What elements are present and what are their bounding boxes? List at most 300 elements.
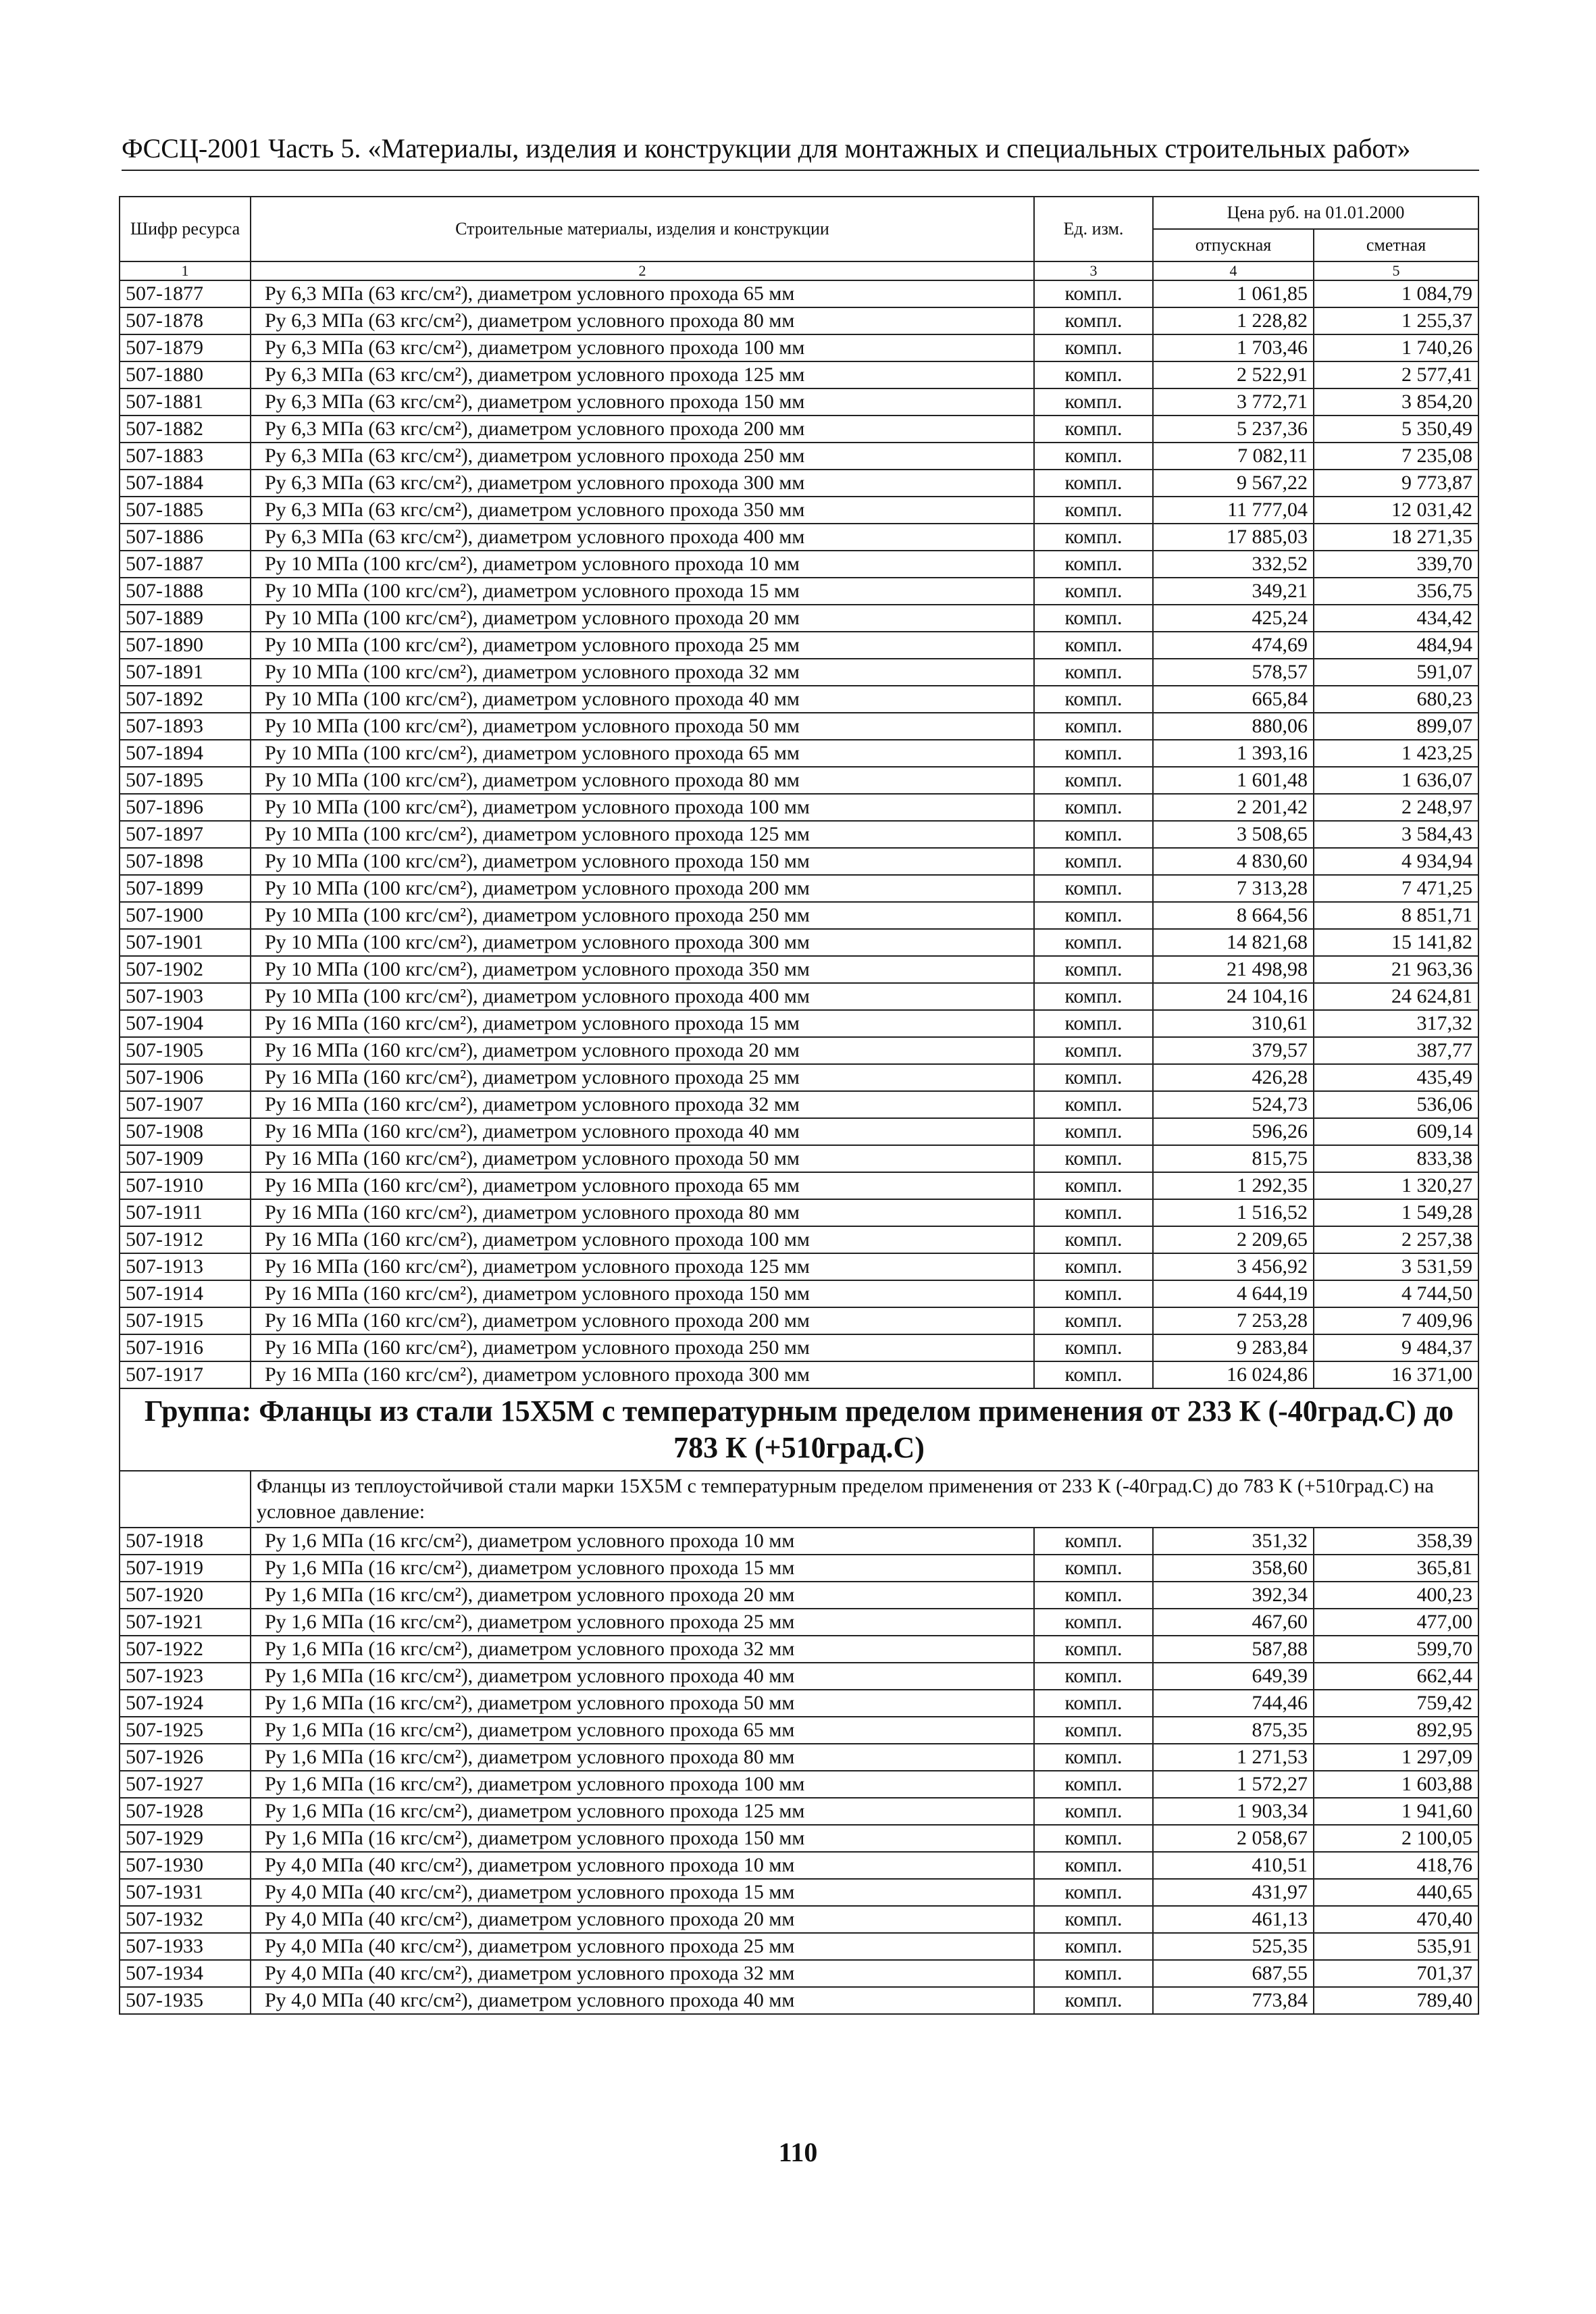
unit-of-measure: компл. — [1034, 1226, 1153, 1253]
resource-code: 507-1895 — [120, 767, 251, 794]
material-name: Ру 16 МПа (160 кгс/см²), диаметром условного прохода 300 мм — [251, 1361, 1034, 1388]
release-price: 744,46 — [1153, 1690, 1314, 1717]
resource-code: 507-1925 — [120, 1717, 251, 1744]
resource-code: 507-1913 — [120, 1253, 251, 1280]
unit-of-measure: компл. — [1034, 1280, 1153, 1307]
table-row — [120, 902, 1478, 929]
release-price: 3 456,92 — [1153, 1253, 1314, 1280]
material-name: Ру 16 МПа (160 кгс/см²), диаметром условного прохода 25 мм — [251, 1064, 1034, 1091]
table-row — [120, 1307, 1478, 1334]
material-name: Ру 10 МПа (100 кгс/см²), диаметром условного прохода 150 мм — [251, 848, 1034, 875]
release-price: 17 885,03 — [1153, 524, 1314, 551]
resource-code: 507-1884 — [120, 470, 251, 497]
unit-of-measure: компл. — [1034, 1307, 1153, 1334]
unit-of-measure: компл. — [1034, 1528, 1153, 1555]
release-price: 426,28 — [1153, 1064, 1314, 1091]
unit-of-measure: компл. — [1034, 361, 1153, 388]
estimate-price: 18 271,35 — [1314, 524, 1478, 551]
material-name: Ру 10 МПа (100 кгс/см²), диаметром условного прохода 125 мм — [251, 821, 1034, 848]
resource-code: 507-1886 — [120, 524, 251, 551]
material-name: Ру 1,6 МПа (16 кгс/см²), диаметром условного прохода 50 мм — [251, 1690, 1034, 1717]
estimate-price: 7 409,96 — [1314, 1307, 1478, 1334]
release-price: 2 201,42 — [1153, 794, 1314, 821]
table-row — [120, 307, 1478, 334]
estimate-price: 4 744,50 — [1314, 1280, 1478, 1307]
resource-code: 507-1882 — [120, 416, 251, 443]
material-name: Ру 10 МПа (100 кгс/см²), диаметром условного прохода 250 мм — [251, 902, 1034, 929]
estimate-price: 15 141,82 — [1314, 929, 1478, 956]
estimate-price: 21 963,36 — [1314, 956, 1478, 983]
resource-code: 507-1890 — [120, 632, 251, 659]
table-row — [120, 361, 1478, 388]
table-row — [120, 875, 1478, 902]
resource-code: 507-1916 — [120, 1334, 251, 1361]
estimate-price: 1 549,28 — [1314, 1199, 1478, 1226]
unit-of-measure: компл. — [1034, 659, 1153, 686]
material-name: Ру 16 МПа (160 кгс/см²), диаметром условного прохода 250 мм — [251, 1334, 1034, 1361]
material-name: Ру 6,3 МПа (63 кгс/см²), диаметром условного прохода 200 мм — [251, 416, 1034, 443]
table-row — [120, 848, 1478, 875]
unit-of-measure: компл. — [1034, 497, 1153, 524]
resource-code: 507-1930 — [120, 1852, 251, 1879]
column-number: 5 — [1314, 261, 1478, 280]
unit-of-measure: компл. — [1034, 794, 1153, 821]
material-name: Ру 1,6 МПа (16 кгс/см²), диаметром условного прохода 150 мм — [251, 1825, 1034, 1852]
material-name: Ру 1,6 МПа (16 кгс/см²), диаметром условного прохода 80 мм — [251, 1744, 1034, 1771]
material-name: Ру 10 МПа (100 кгс/см²), диаметром условного прохода 50 мм — [251, 713, 1034, 740]
estimate-price: 9 773,87 — [1314, 470, 1478, 497]
material-name: Ру 6,3 МПа (63 кгс/см²), диаметром условного прохода 150 мм — [251, 388, 1034, 416]
table-row — [120, 416, 1478, 443]
resource-code: 507-1909 — [120, 1145, 251, 1172]
material-name: Ру 1,6 МПа (16 кгс/см²), диаметром условного прохода 20 мм — [251, 1582, 1034, 1609]
release-price: 410,51 — [1153, 1852, 1314, 1879]
unit-of-measure: компл. — [1034, 1582, 1153, 1609]
column-number: 4 — [1153, 261, 1314, 280]
estimate-price: 899,07 — [1314, 713, 1478, 740]
estimate-price: 435,49 — [1314, 1064, 1478, 1091]
release-price: 1 061,85 — [1153, 280, 1314, 307]
material-name: Ру 16 МПа (160 кгс/см²), диаметром условного прохода 32 мм — [251, 1091, 1034, 1118]
material-name: Ру 16 МПа (160 кгс/см²), диаметром условного прохода 100 мм — [251, 1226, 1034, 1253]
material-name: Ру 10 МПа (100 кгс/см²), диаметром условного прохода 15 мм — [251, 578, 1034, 605]
estimate-price: 434,42 — [1314, 605, 1478, 632]
unit-of-measure: компл. — [1034, 1064, 1153, 1091]
unit-of-measure: компл. — [1034, 1555, 1153, 1582]
unit-of-measure: компл. — [1034, 578, 1153, 605]
release-price: 351,32 — [1153, 1528, 1314, 1555]
material-name: Ру 10 МПа (100 кгс/см²), диаметром условного прохода 350 мм — [251, 956, 1034, 983]
table-row — [120, 713, 1478, 740]
material-name: Ру 6,3 МПа (63 кгс/см²), диаметром условного прохода 300 мм — [251, 470, 1034, 497]
release-price: 578,57 — [1153, 659, 1314, 686]
unit-of-measure: компл. — [1034, 1798, 1153, 1825]
table-header-row — [120, 197, 1478, 229]
resource-code: 507-1888 — [120, 578, 251, 605]
unit-of-measure: компл. — [1034, 1253, 1153, 1280]
table-row — [120, 929, 1478, 956]
resource-code: 507-1904 — [120, 1010, 251, 1037]
material-name: Ру 1,6 МПа (16 кгс/см²), диаметром условного прохода 15 мм — [251, 1555, 1034, 1582]
release-price: 815,75 — [1153, 1145, 1314, 1172]
estimate-price: 1 084,79 — [1314, 280, 1478, 307]
resource-code: 507-1897 — [120, 821, 251, 848]
estimate-price: 477,00 — [1314, 1609, 1478, 1636]
release-price: 1 703,46 — [1153, 334, 1314, 361]
resource-code: 507-1923 — [120, 1663, 251, 1690]
header-code: Шифр ресурса — [120, 197, 251, 261]
unit-of-measure: компл. — [1034, 1010, 1153, 1037]
release-price: 8 664,56 — [1153, 902, 1314, 929]
release-price: 21 498,98 — [1153, 956, 1314, 983]
table-row — [120, 740, 1478, 767]
material-name: Ру 6,3 МПа (63 кгс/см²), диаметром условного прохода 65 мм — [251, 280, 1034, 307]
estimate-price: 599,70 — [1314, 1636, 1478, 1663]
unit-of-measure: компл. — [1034, 1663, 1153, 1690]
estimate-price: 892,95 — [1314, 1717, 1478, 1744]
table-row — [120, 280, 1478, 307]
resource-code: 507-1921 — [120, 1609, 251, 1636]
column-numbers-row — [120, 261, 1478, 280]
unit-of-measure: компл. — [1034, 551, 1153, 578]
unit-of-measure: компл. — [1034, 1960, 1153, 1987]
material-name: Ру 10 МПа (100 кгс/см²), диаметром условного прохода 200 мм — [251, 875, 1034, 902]
table-row — [120, 1172, 1478, 1199]
unit-of-measure: компл. — [1034, 632, 1153, 659]
release-price: 9 283,84 — [1153, 1334, 1314, 1361]
unit-of-measure: компл. — [1034, 1744, 1153, 1771]
table-row — [120, 388, 1478, 416]
release-price: 524,73 — [1153, 1091, 1314, 1118]
release-price: 358,60 — [1153, 1555, 1314, 1582]
estimate-price: 387,77 — [1314, 1037, 1478, 1064]
release-price: 3 508,65 — [1153, 821, 1314, 848]
release-price: 880,06 — [1153, 713, 1314, 740]
unit-of-measure: компл. — [1034, 1852, 1153, 1879]
header-name: Строительные материалы, изделия и конструкции — [251, 197, 1034, 261]
resource-code: 507-1893 — [120, 713, 251, 740]
table-row — [120, 1280, 1478, 1307]
table-row — [120, 767, 1478, 794]
estimate-price: 1 297,09 — [1314, 1744, 1478, 1771]
table-row — [120, 1361, 1478, 1388]
material-name: Ру 16 МПа (160 кгс/см²), диаметром условного прохода 80 мм — [251, 1199, 1034, 1226]
release-price: 7 313,28 — [1153, 875, 1314, 902]
material-name: Ру 1,6 МПа (16 кгс/см²), диаметром условного прохода 25 мм — [251, 1609, 1034, 1636]
resource-code: 507-1878 — [120, 307, 251, 334]
unit-of-measure: компл. — [1034, 524, 1153, 551]
table-row — [120, 1528, 1478, 1555]
material-name: Ру 10 МПа (100 кгс/см²), диаметром условного прохода 10 мм — [251, 551, 1034, 578]
resource-code: 507-1929 — [120, 1825, 251, 1852]
estimate-price: 833,38 — [1314, 1145, 1478, 1172]
estimate-price: 1 740,26 — [1314, 334, 1478, 361]
estimate-price: 535,91 — [1314, 1933, 1478, 1960]
resource-code: 507-1879 — [120, 334, 251, 361]
table-row — [120, 1555, 1478, 1582]
page-number: 110 — [778, 2137, 818, 2167]
table-row — [120, 1879, 1478, 1906]
empty-cell — [120, 1471, 251, 1528]
table-row — [120, 1064, 1478, 1091]
unit-of-measure: компл. — [1034, 605, 1153, 632]
table-row — [120, 686, 1478, 713]
unit-of-measure: компл. — [1034, 1717, 1153, 1744]
table-row — [120, 497, 1478, 524]
estimate-price: 1 603,88 — [1314, 1771, 1478, 1798]
estimate-price: 356,75 — [1314, 578, 1478, 605]
release-price: 1 572,27 — [1153, 1771, 1314, 1798]
estimate-price: 1 423,25 — [1314, 740, 1478, 767]
header-release: отпускная — [1153, 229, 1314, 261]
release-price: 474,69 — [1153, 632, 1314, 659]
unit-of-measure: компл. — [1034, 280, 1153, 307]
release-price: 3 772,71 — [1153, 388, 1314, 416]
unit-of-measure: компл. — [1034, 821, 1153, 848]
resource-code: 507-1883 — [120, 443, 251, 470]
release-price: 4 644,19 — [1153, 1280, 1314, 1307]
estimate-price: 8 851,71 — [1314, 902, 1478, 929]
unit-of-measure: компл. — [1034, 767, 1153, 794]
unit-of-measure: компл. — [1034, 1879, 1153, 1906]
material-name: Ру 10 МПа (100 кгс/см²), диаметром условного прохода 20 мм — [251, 605, 1034, 632]
estimate-price: 680,23 — [1314, 686, 1478, 713]
table-row — [120, 1091, 1478, 1118]
material-name: Ру 4,0 МПа (40 кгс/см²), диаметром условного прохода 20 мм — [251, 1906, 1034, 1933]
unit-of-measure: компл. — [1034, 1145, 1153, 1172]
unit-of-measure: компл. — [1034, 1334, 1153, 1361]
table-row — [120, 1771, 1478, 1798]
material-name: Ру 10 МПа (100 кгс/см²), диаметром условного прохода 300 мм — [251, 929, 1034, 956]
resource-code: 507-1907 — [120, 1091, 251, 1118]
estimate-price: 2 248,97 — [1314, 794, 1478, 821]
resource-code: 507-1928 — [120, 1798, 251, 1825]
material-name: Ру 1,6 МПа (16 кгс/см²), диаметром условного прохода 125 мм — [251, 1798, 1034, 1825]
table-row — [120, 578, 1478, 605]
resource-code: 507-1915 — [120, 1307, 251, 1334]
unit-of-measure: компл. — [1034, 470, 1153, 497]
unit-of-measure: компл. — [1034, 334, 1153, 361]
material-name: Ру 16 МПа (160 кгс/см²), диаметром условного прохода 150 мм — [251, 1280, 1034, 1307]
material-name: Ру 16 МПа (160 кгс/см²), диаметром условного прохода 65 мм — [251, 1172, 1034, 1199]
estimate-price: 358,39 — [1314, 1528, 1478, 1555]
unit-of-measure: компл. — [1034, 443, 1153, 470]
estimate-price: 2 100,05 — [1314, 1825, 1478, 1852]
estimate-price: 609,14 — [1314, 1118, 1478, 1145]
table-row — [120, 956, 1478, 983]
estimate-price: 7 471,25 — [1314, 875, 1478, 902]
estimate-price: 9 484,37 — [1314, 1334, 1478, 1361]
unit-of-measure: компл. — [1034, 1987, 1153, 2014]
release-price: 392,34 — [1153, 1582, 1314, 1609]
resource-code: 507-1920 — [120, 1582, 251, 1609]
resource-code: 507-1889 — [120, 605, 251, 632]
release-price: 649,39 — [1153, 1663, 1314, 1690]
estimate-price: 701,37 — [1314, 1960, 1478, 1987]
resource-code: 507-1891 — [120, 659, 251, 686]
resource-code: 507-1917 — [120, 1361, 251, 1388]
release-price: 467,60 — [1153, 1609, 1314, 1636]
release-price: 665,84 — [1153, 686, 1314, 713]
estimate-price: 1 320,27 — [1314, 1172, 1478, 1199]
estimate-price: 2 257,38 — [1314, 1226, 1478, 1253]
table-row — [120, 551, 1478, 578]
release-price: 431,97 — [1153, 1879, 1314, 1906]
estimate-price: 3 584,43 — [1314, 821, 1478, 848]
material-name: Ру 6,3 МПа (63 кгс/см²), диаметром условного прохода 400 мм — [251, 524, 1034, 551]
release-price: 525,35 — [1153, 1933, 1314, 1960]
unit-of-measure: компл. — [1034, 1906, 1153, 1933]
release-price: 332,52 — [1153, 551, 1314, 578]
table-row — [120, 1199, 1478, 1226]
release-price: 1 271,53 — [1153, 1744, 1314, 1771]
resource-code: 507-1910 — [120, 1172, 251, 1199]
resource-code: 507-1903 — [120, 983, 251, 1010]
table-row — [120, 1690, 1478, 1717]
estimate-price: 591,07 — [1314, 659, 1478, 686]
table-row — [120, 470, 1478, 497]
unit-of-measure: компл. — [1034, 902, 1153, 929]
resource-code: 507-1912 — [120, 1226, 251, 1253]
material-name: Ру 10 МПа (100 кгс/см²), диаметром условного прохода 100 мм — [251, 794, 1034, 821]
material-name: Ру 1,6 МПа (16 кгс/см²), диаметром условного прохода 32 мм — [251, 1636, 1034, 1663]
estimate-price: 662,44 — [1314, 1663, 1478, 1690]
group-title: Группа: Фланцы из стали 15Х5М с температурным пределом применения от 233 К (-40град.С) до 783 К (+510град.С) — [120, 1388, 1478, 1471]
release-price: 379,57 — [1153, 1037, 1314, 1064]
material-name: Ру 16 МПа (160 кгс/см²), диаметром условного прохода 40 мм — [251, 1118, 1034, 1145]
release-price: 461,13 — [1153, 1906, 1314, 1933]
estimate-price: 536,06 — [1314, 1091, 1478, 1118]
page-header: ФССЦ-2001 Часть 5. «Материалы, изделия и конструкции для монтажных и специальных строительных работ» — [122, 132, 1479, 171]
unit-of-measure: компл. — [1034, 875, 1153, 902]
material-name: Ру 10 МПа (100 кгс/см²), диаметром условного прохода 25 мм — [251, 632, 1034, 659]
material-name: Ру 16 МПа (160 кгс/см²), диаметром условного прохода 200 мм — [251, 1307, 1034, 1334]
table-row — [120, 1852, 1478, 1879]
unit-of-measure: компл. — [1034, 848, 1153, 875]
unit-of-measure: компл. — [1034, 1771, 1153, 1798]
unit-of-measure: компл. — [1034, 1690, 1153, 1717]
group-description: Фланцы из теплоустойчивой стали марки 15Х5М с температурным пределом применения от 233 К (-40град.С) до 783 К (+510град.С) на условное давление: — [251, 1471, 1478, 1528]
table-row — [120, 821, 1478, 848]
material-name: Ру 4,0 МПа (40 кгс/см²), диаметром условного прохода 15 мм — [251, 1879, 1034, 1906]
release-price: 1 903,34 — [1153, 1798, 1314, 1825]
unit-of-measure: компл. — [1034, 1636, 1153, 1663]
unit-of-measure: компл. — [1034, 1037, 1153, 1064]
resource-code: 507-1927 — [120, 1771, 251, 1798]
material-name: Ру 4,0 МПа (40 кгс/см²), диаметром условного прохода 25 мм — [251, 1933, 1034, 1960]
table-row — [120, 1636, 1478, 1663]
resource-code: 507-1885 — [120, 497, 251, 524]
estimate-price: 339,70 — [1314, 551, 1478, 578]
release-price: 687,55 — [1153, 1960, 1314, 1987]
resource-code: 507-1901 — [120, 929, 251, 956]
release-price: 310,61 — [1153, 1010, 1314, 1037]
group-row — [120, 1388, 1478, 1471]
header-unit: Ед. изм. — [1034, 197, 1153, 261]
material-name: Ру 4,0 МПа (40 кгс/см²), диаметром условного прохода 40 мм — [251, 1987, 1034, 2014]
header-estimate: сметная — [1314, 229, 1478, 261]
unit-of-measure: компл. — [1034, 1172, 1153, 1199]
unit-of-measure: компл. — [1034, 307, 1153, 334]
release-price: 14 821,68 — [1153, 929, 1314, 956]
resource-code: 507-1935 — [120, 1987, 251, 2014]
resource-code: 507-1906 — [120, 1064, 251, 1091]
resource-code: 507-1908 — [120, 1118, 251, 1145]
resource-code: 507-1918 — [120, 1528, 251, 1555]
resource-code: 507-1932 — [120, 1906, 251, 1933]
release-price: 1 393,16 — [1153, 740, 1314, 767]
material-name: Ру 16 МПа (160 кгс/см²), диаметром условного прохода 125 мм — [251, 1253, 1034, 1280]
material-name: Ру 10 МПа (100 кгс/см²), диаметром условного прохода 80 мм — [251, 767, 1034, 794]
resource-code: 507-1894 — [120, 740, 251, 767]
table-row — [120, 1960, 1478, 1987]
material-name: Ру 10 МПа (100 кгс/см²), диаметром условного прохода 400 мм — [251, 983, 1034, 1010]
release-price: 5 237,36 — [1153, 416, 1314, 443]
resource-code: 507-1900 — [120, 902, 251, 929]
unit-of-measure: компл. — [1034, 713, 1153, 740]
unit-of-measure: компл. — [1034, 388, 1153, 416]
material-name: Ру 6,3 МПа (63 кгс/см²), диаметром условного прохода 250 мм — [251, 443, 1034, 470]
table-row — [120, 1037, 1478, 1064]
column-number: 3 — [1034, 261, 1153, 280]
release-price: 1 292,35 — [1153, 1172, 1314, 1199]
release-price: 773,84 — [1153, 1987, 1314, 2014]
resource-code: 507-1919 — [120, 1555, 251, 1582]
resource-code: 507-1926 — [120, 1744, 251, 1771]
unit-of-measure: компл. — [1034, 1825, 1153, 1852]
release-price: 4 830,60 — [1153, 848, 1314, 875]
estimate-price: 418,76 — [1314, 1852, 1478, 1879]
unit-of-measure: компл. — [1034, 740, 1153, 767]
release-price: 349,21 — [1153, 578, 1314, 605]
unit-of-measure: компл. — [1034, 1091, 1153, 1118]
estimate-price: 400,23 — [1314, 1582, 1478, 1609]
unit-of-measure: компл. — [1034, 416, 1153, 443]
price-table — [119, 196, 1479, 2015]
material-name: Ру 6,3 МПа (63 кгс/см²), диаметром условного прохода 350 мм — [251, 497, 1034, 524]
release-price: 425,24 — [1153, 605, 1314, 632]
table-row — [120, 443, 1478, 470]
release-price: 587,88 — [1153, 1636, 1314, 1663]
release-price: 11 777,04 — [1153, 497, 1314, 524]
resource-code: 507-1896 — [120, 794, 251, 821]
resource-code: 507-1877 — [120, 280, 251, 307]
estimate-price: 1 941,60 — [1314, 1798, 1478, 1825]
release-price: 1 601,48 — [1153, 767, 1314, 794]
header-price: Цена руб. на 01.01.2000 — [1153, 197, 1478, 229]
table-row — [120, 659, 1478, 686]
estimate-price: 24 624,81 — [1314, 983, 1478, 1010]
unit-of-measure: компл. — [1034, 983, 1153, 1010]
release-price: 1 516,52 — [1153, 1199, 1314, 1226]
material-name: Ру 1,6 МПа (16 кгс/см²), диаметром условного прохода 40 мм — [251, 1663, 1034, 1690]
estimate-price: 759,42 — [1314, 1690, 1478, 1717]
release-price: 24 104,16 — [1153, 983, 1314, 1010]
material-name: Ру 6,3 МПа (63 кгс/см²), диаметром условного прохода 100 мм — [251, 334, 1034, 361]
estimate-price: 440,65 — [1314, 1879, 1478, 1906]
table-row — [120, 524, 1478, 551]
table-row — [120, 983, 1478, 1010]
material-name: Ру 10 МПа (100 кгс/см²), диаметром условного прохода 32 мм — [251, 659, 1034, 686]
resource-code: 507-1881 — [120, 388, 251, 416]
column-number: 1 — [120, 261, 251, 280]
estimate-price: 470,40 — [1314, 1906, 1478, 1933]
release-price: 2 058,67 — [1153, 1825, 1314, 1852]
table-row — [120, 1717, 1478, 1744]
material-name: Ру 4,0 МПа (40 кгс/см²), диаметром условного прохода 32 мм — [251, 1960, 1034, 1987]
release-price: 1 228,82 — [1153, 307, 1314, 334]
estimate-price: 789,40 — [1314, 1987, 1478, 2014]
